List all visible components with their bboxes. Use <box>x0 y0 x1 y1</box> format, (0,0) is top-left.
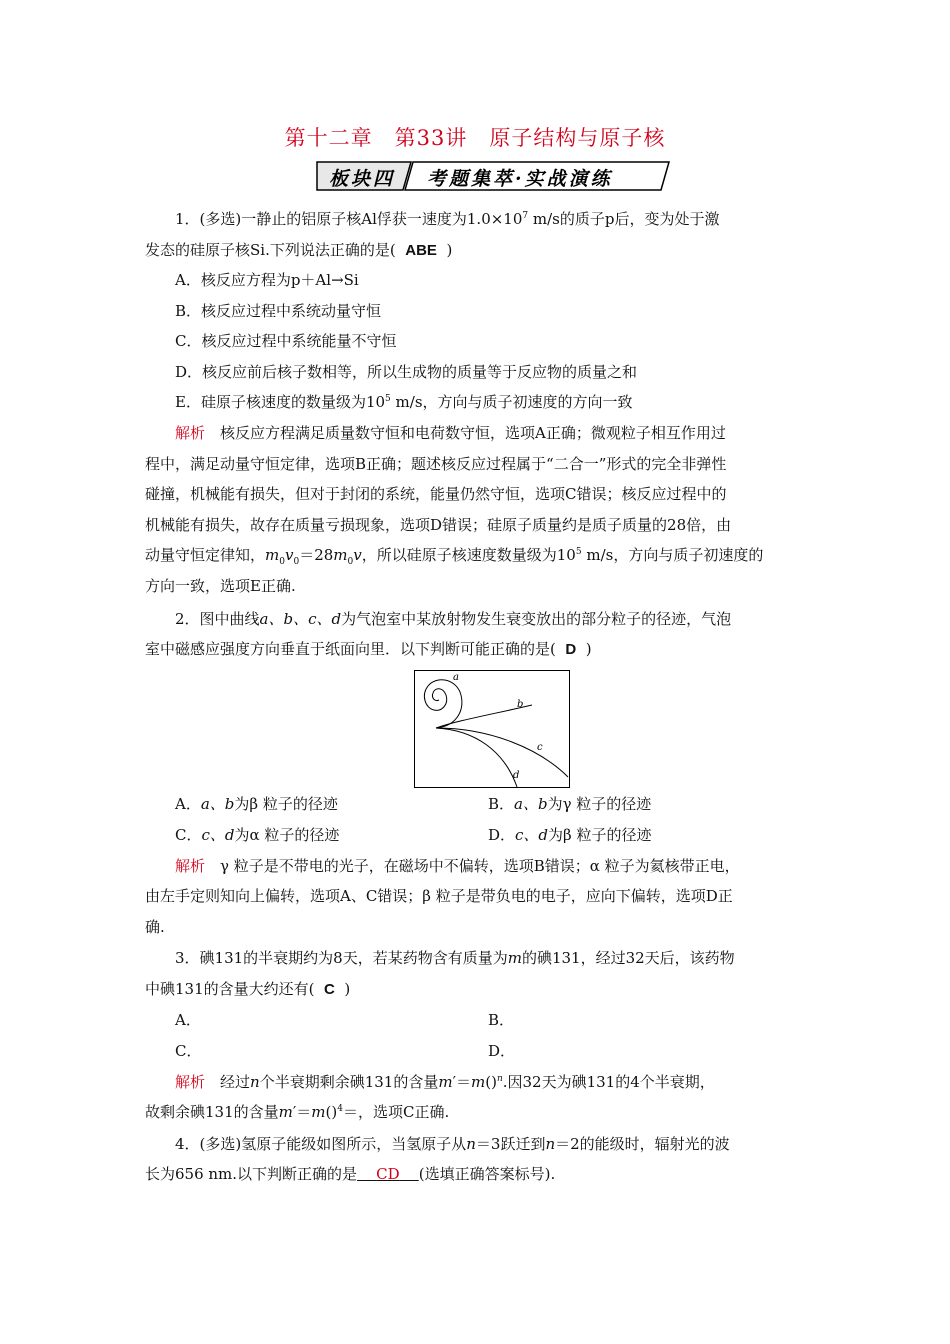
q3-option-a: A． <box>175 1011 201 1029</box>
q1-option-c: C．核反应过程中系统能量不守恒 <box>175 332 397 350</box>
q2-line-2: 室中磁感应强度方向垂直于纸面向里．以下判断可能正确的是( D ) <box>145 640 592 658</box>
q1-answer: ABE <box>405 242 437 259</box>
analysis-label: 解析 <box>175 1073 206 1091</box>
banner-right-text: 考题集萃·实战演练 <box>427 168 613 190</box>
label-a: a <box>453 672 459 683</box>
page-title: 第十二章 第33讲 原子结构与原子核 <box>284 126 666 150</box>
q3-analysis-1: 解析 经过n个半衰期剩余碘131的含量m′＝m()$^n$.因32天为碘131的4个半衰期， <box>175 1073 715 1091</box>
q2-line-1: 2．图中曲线a、b、c、d为气泡室中某放射物发生衰变放出的部分粒子的径迹，气泡 <box>175 610 732 628</box>
q4-line-2: 长为656 nm.以下判断正确的是 CD (选填正确答案标号). <box>145 1165 556 1183</box>
q3-answer: C <box>324 981 335 998</box>
label-d: d <box>513 770 520 781</box>
q3-option-c: C． <box>175 1042 202 1060</box>
q1-analysis-6: 方向一致，选项E正确. <box>145 577 296 595</box>
q2-option-a: A．a、b为β 粒子的径迹 <box>175 795 338 813</box>
section-banner <box>313 160 673 192</box>
particle-tracks-figure <box>414 670 570 788</box>
q2-analysis-3: 确. <box>145 918 165 936</box>
analysis-label: 解析 <box>175 424 206 442</box>
label-c: c <box>537 742 543 753</box>
q2-analysis-1: 解析 γ 粒子是不带电的光子，在磁场中不偏转，选项B错误；α 粒子为氦核带正电， <box>175 857 740 875</box>
analysis-label: 解析 <box>175 857 206 875</box>
q2-option-c: C．c、d为α 粒子的径迹 <box>175 826 340 844</box>
q2-answer: D <box>565 641 577 658</box>
bubble-chamber-diagram <box>414 670 570 788</box>
q1-option-d: D．核反应前后核子数相等，所以生成物的质量等于反应物的质量之和 <box>175 363 638 381</box>
q3-option-b: B． <box>488 1011 515 1029</box>
label-b: b <box>517 699 524 710</box>
q1-analysis-4: 机械能有损失，故存在质量亏损现象，选项D错误；硅原子质量约是质子质量的28倍，由 <box>145 516 732 534</box>
q1-option-b: B．核反应过程中系统动量守恒 <box>175 302 382 320</box>
q3-analysis-2: 故剩余碘131的含量m′＝m()$^4$＝，选项C正确. <box>145 1103 450 1121</box>
q4-line-1: 4．(多选)氢原子能级如图所示，当氢原子从n＝3跃迁到n＝2的能级时，辐射光的波 <box>175 1135 730 1153</box>
banner-left-text: 板块四 <box>329 168 396 190</box>
q3-line-1: 3．碘131的半衰期约为8天，若某药物含有质量为m的碘131，经过32天后，该药物 <box>175 949 735 967</box>
q3-line-2: 中碘131的含量大约还有( C ) <box>145 980 351 998</box>
q1-line-1: 1．(多选)一静止的铝原子核Al俘获一速度为$1.0\times 10^7$ m/s的质子p后，变为处于激 <box>175 210 720 228</box>
q1-option-e: E．硅原子核速度的数量级为$10^5$ m/s，方向与质子初速度的方向一致 <box>175 393 633 411</box>
q4-answer: CD <box>376 1165 400 1183</box>
q1-analysis-5: 动量守恒定律知，$m_0v_0=28m_0v$，所以硅原子核速度数量级为$10^5$ m/s，方向与质子初速度的 <box>145 546 764 567</box>
q2-option-b: B．a、b为γ 粒子的径迹 <box>488 795 652 813</box>
q2-analysis-2: 由左手定则知向上偏转，选项A、C错误；β 粒子是带负电的电子，应向下偏转，选项D正 <box>145 887 733 905</box>
q3-option-d: D． <box>488 1042 516 1060</box>
q1-analysis-1: 解析 核反应方程满足质量数守恒和电荷数守恒，选项A正确；微观粒子相互作用过 <box>175 424 726 442</box>
q1-analysis-3: 碰撞，机械能有损失，但对于封闭的系统，能量仍然守恒，选项C错误；核反应过程中的 <box>145 485 727 503</box>
q1-line-2: 发态的硅原子核Si.下列说法正确的是( ABE ) <box>145 241 453 259</box>
q1-analysis-2: 程中，满足动量守恒定律，选项B正确；题述核反应过程属于“二合一”形式的完全非弹性 <box>145 455 727 473</box>
q2-option-d: D．c、d为β 粒子的径迹 <box>488 826 652 844</box>
q1-option-a: A．核反应方程为p＋Al→Si <box>175 271 359 289</box>
